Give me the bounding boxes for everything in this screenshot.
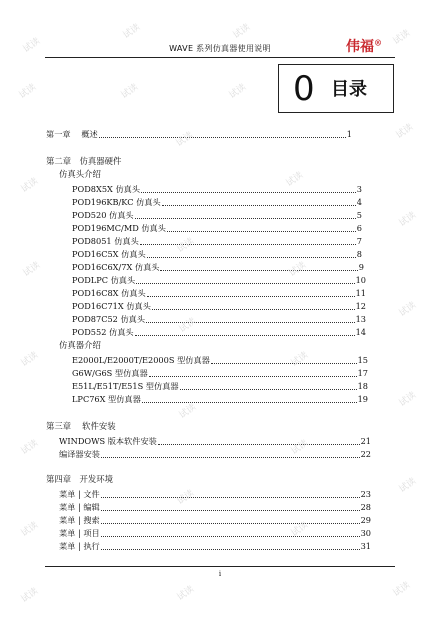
toc-leader: [211, 363, 357, 364]
toc-item[interactable]: [72, 299, 366, 312]
watermark: 试读: [177, 402, 199, 421]
watermark: 试读: [19, 176, 41, 195]
toc-leader: [152, 309, 355, 310]
toc-page: 10: [355, 275, 366, 285]
toc-label: 第一章 概述: [46, 129, 98, 139]
toc-page: 31: [360, 541, 371, 551]
toc-leader: [158, 444, 360, 445]
registered-mark: ®: [374, 37, 382, 48]
toc-page: 23: [360, 489, 371, 499]
toc-leader: [180, 389, 357, 390]
toc-page: 15: [357, 355, 368, 365]
toc-label: PODLPC 仿真头: [72, 275, 136, 285]
toc-label: LPC76X 型仿真器: [72, 394, 141, 404]
watermark: 试读: [19, 586, 41, 605]
toc-page: 12: [355, 301, 366, 311]
toc-leader: [147, 257, 356, 258]
logo-text: 伟福: [346, 39, 374, 55]
toc-leader: [141, 192, 356, 193]
toc-item[interactable]: [59, 513, 371, 526]
toc-label: POD196MC/MD 仿真头: [72, 223, 166, 233]
toc-chapter-4[interactable]: 第四章 开发环境: [46, 474, 113, 484]
toc-leader: [101, 510, 360, 511]
watermark: 试读: [284, 170, 306, 189]
watermark: 试读: [391, 580, 413, 599]
toc-label: POD196KB/KC 仿真头: [72, 197, 161, 207]
watermark: 试读: [231, 22, 253, 41]
toc-label: POD16C5X 仿真头: [72, 249, 146, 259]
toc-leader: [101, 523, 360, 524]
watermark: 试读: [227, 82, 249, 101]
footer-page-number: i: [218, 570, 222, 578]
watermark: 试读: [17, 82, 39, 101]
watermark: 试读: [21, 36, 43, 55]
toc-page: 1: [346, 129, 352, 139]
watermark: 试读: [177, 316, 199, 335]
toc-item[interactable]: [72, 221, 362, 234]
toc-item[interactable]: [72, 286, 366, 299]
toc-chapter-1[interactable]: [46, 127, 352, 140]
toc-page: 5: [356, 210, 362, 220]
watermark: 试读: [397, 300, 419, 319]
toc-label: 菜单 | 搜索: [59, 515, 100, 525]
toc-leader: [135, 335, 355, 336]
toc-page: 7: [356, 236, 362, 246]
toc-section-emulators[interactable]: 仿真器介绍: [59, 340, 101, 350]
toc-leader: [149, 376, 357, 377]
toc-label: POD16C8X 仿真头: [72, 288, 146, 298]
toc-page: 29: [360, 515, 371, 525]
toc-item[interactable]: [59, 447, 371, 460]
toc-page: 21: [360, 436, 371, 446]
watermark: 试读: [19, 350, 41, 369]
watermark: 试读: [287, 260, 309, 279]
toc-page: 8: [356, 249, 362, 259]
toc-item[interactable]: [59, 539, 371, 552]
toc-item[interactable]: [72, 195, 362, 208]
watermark: 试读: [175, 488, 197, 507]
toc-item[interactable]: [72, 312, 366, 325]
toc-leader: [162, 205, 356, 206]
toc-item[interactable]: [72, 234, 362, 247]
watermark: 试读: [121, 22, 143, 41]
watermark: 试读: [175, 236, 197, 255]
toc-leader: [101, 549, 360, 550]
toc-leader: [99, 137, 346, 138]
footer-rule: [45, 566, 395, 567]
toc-leader: [140, 244, 356, 245]
watermark: 试读: [19, 520, 41, 539]
watermark: 试读: [391, 28, 413, 47]
toc-page: 3: [356, 184, 362, 194]
toc-page: 22: [360, 449, 371, 459]
toc-item[interactable]: [72, 208, 362, 221]
watermark: 试读: [289, 438, 311, 457]
toc-page: 6: [356, 223, 362, 233]
toc-item[interactable]: [72, 273, 366, 286]
toc-label: E2000L/E2000T/E2000S 型仿真器: [72, 355, 210, 365]
toc-label: 菜单 | 项目: [59, 528, 100, 538]
watermark: 试读: [397, 390, 419, 409]
toc-item[interactable]: [72, 260, 364, 273]
toc-label: POD8051 仿真头: [72, 236, 139, 246]
toc-leader: [101, 536, 360, 537]
toc-leader: [101, 457, 360, 458]
chapter-number: 0: [293, 69, 315, 109]
watermark: 试读: [394, 122, 416, 141]
toc-item[interactable]: [72, 379, 368, 392]
chapter-name: 目录: [331, 79, 367, 100]
toc-label: 菜单 | 编辑: [59, 502, 100, 512]
watermark: 试读: [397, 210, 419, 229]
toc-item[interactable]: [59, 526, 371, 539]
toc-section-pods[interactable]: 仿真头介绍: [59, 169, 101, 179]
toc-item[interactable]: [72, 353, 368, 366]
toc-page: 30: [360, 528, 371, 538]
toc-item[interactable]: [72, 182, 362, 195]
toc-item[interactable]: [59, 434, 371, 447]
watermark: 试读: [289, 350, 311, 369]
watermark: 试读: [21, 260, 43, 279]
toc-page: 17: [357, 368, 368, 378]
toc-item[interactable]: [72, 247, 362, 260]
watermark: 试读: [175, 584, 197, 603]
toc-label: POD520 仿真头: [72, 210, 134, 220]
toc-label: E51L/E51T/E51S 型仿真器: [72, 381, 179, 391]
toc-label: POD16C6X/7X 仿真头: [72, 262, 160, 272]
toc-leader: [135, 218, 356, 219]
toc-page: 11: [355, 288, 366, 298]
toc-leader: [101, 497, 360, 498]
toc-page: 9: [358, 262, 364, 272]
toc-item[interactable]: [59, 487, 371, 500]
toc-label: WINDOWS 版本软件安装: [59, 436, 157, 446]
toc-label: POD8X5X 仿真头: [72, 184, 141, 194]
toc-leader: [142, 402, 357, 403]
toc-page: 18: [357, 381, 368, 391]
watermark: 试读: [397, 476, 419, 495]
toc-leader: [136, 283, 354, 284]
toc-item[interactable]: [72, 392, 368, 405]
toc-label: POD87C52 仿真头: [72, 314, 146, 324]
watermark: 试读: [119, 82, 141, 101]
toc-label: 编译器安装: [59, 449, 100, 459]
watermark: 试读: [289, 520, 311, 539]
toc-leader: [147, 296, 355, 297]
toc-label: POD16C71X 仿真头: [72, 301, 151, 311]
toc-page: 28: [360, 502, 371, 512]
toc-page: 4: [356, 197, 362, 207]
toc-item[interactable]: [59, 500, 371, 513]
toc-page: 14: [355, 327, 366, 337]
header-title: WAVE 系列仿真器使用说明: [169, 44, 271, 53]
toc-chapter-3[interactable]: 第三章 软件安装: [46, 421, 116, 431]
toc-page: 13: [355, 314, 366, 324]
watermark: 试读: [174, 130, 196, 149]
toc-label: POD552 仿真头: [72, 327, 134, 337]
toc-leader: [167, 231, 356, 232]
toc-leader: [160, 270, 357, 271]
toc-label: 菜单 | 文件: [59, 489, 100, 499]
watermark: 试读: [19, 438, 41, 457]
toc-item[interactable]: [72, 366, 368, 379]
toc-item[interactable]: [72, 325, 366, 338]
toc-page: 19: [357, 394, 368, 404]
toc-label: 菜单 | 执行: [59, 541, 100, 551]
toc-label: G6W/G6S 型仿真器: [72, 368, 148, 378]
toc-chapter-2[interactable]: 第二章 仿真器硬件: [46, 156, 122, 166]
